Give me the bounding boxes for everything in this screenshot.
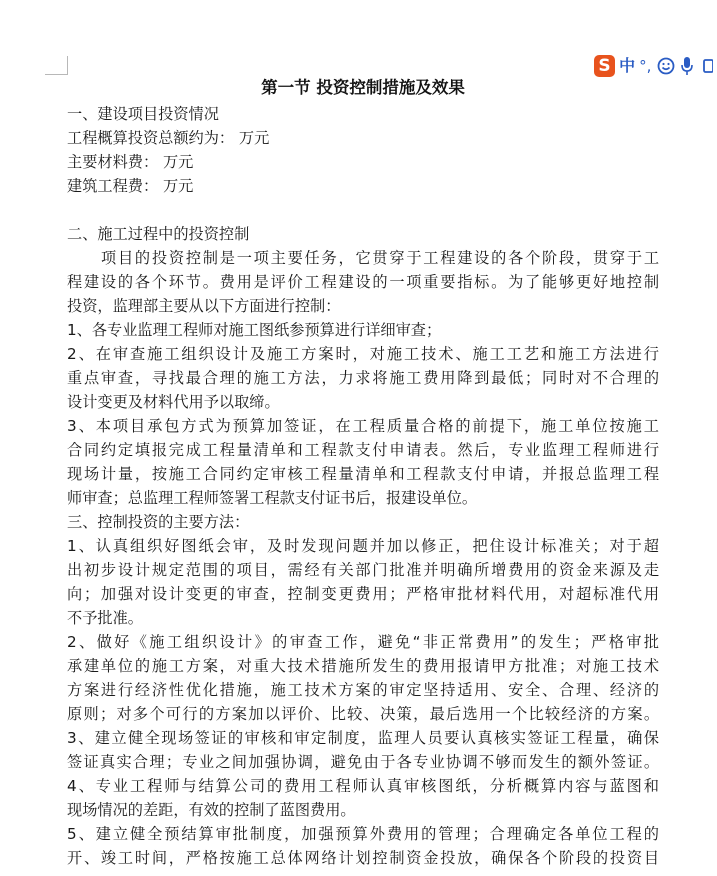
smiley-icon[interactable] <box>657 55 675 77</box>
text-line: 主要材料费： 万元 <box>67 153 194 171</box>
text-line: 2、在审查施工组织设计及施工方案时，对施工技术、施工工艺和施工方法进行 <box>67 345 659 363</box>
text-line: 程建设的各个环节。费用是评价工程建设的一项重要指标。为了能够更好地控制 <box>67 273 659 291</box>
sogou-logo-icon[interactable]: S <box>594 55 615 77</box>
text-line: 设计变更及材料代用予以取缔。 <box>67 393 280 411</box>
text-line: 不予批准。 <box>67 609 143 627</box>
text-line: 原则；对多个可行的方案加以评价、比较、决策，最后选用一个比较经济的方案。 <box>67 705 659 723</box>
text-line: 投资，监理部主要从以下方面进行控制： <box>67 297 341 315</box>
text-line: 现场情况的差距，有效的控制了蓝图费用。 <box>67 801 356 819</box>
heading-1: 一、建设项目投资情况 <box>67 105 219 123</box>
page-corner-mark <box>45 56 68 75</box>
ime-language-mode[interactable]: 中 <box>619 56 636 75</box>
text-line: 建筑工程费： 万元 <box>67 177 194 195</box>
text-line: 3、建立健全现场签证的审核和审定制度，监理人员要认真核实签证工程量，确保 <box>67 729 659 747</box>
text-line: 3、本项目承包方式为预算加签证，在工程质量合格的前提下，施工单位按施工 <box>67 417 659 435</box>
text-line: 项目的投资控制是一项主要任务，它贯穿于工程建设的各个阶段，贯穿于工 <box>101 249 659 267</box>
heading-3: 三、控制投资的主要方法： <box>67 513 250 531</box>
text-line: 1、认真组织好图纸会审，及时发现问题并加以修正，把住设计标准关；对于超 <box>67 537 659 555</box>
text-line: 开、竣工时间，严格按施工总体网络计划控制资金投放，确保各个阶段的投资目 <box>67 849 659 867</box>
keyboard-icon[interactable] <box>700 55 717 77</box>
text-line: 重点审查，寻找最合理的施工方法，力求将施工费用降到最低；同时对不合理的 <box>67 369 659 387</box>
text-line: 2、做好《施工组织设计》的审查工作，避免“非正常费用”的发生；严格审批 <box>67 633 659 651</box>
text-line: 现场计量，按施工合同约定审核工程量清单和工程款支付申请，并报总监理工程 <box>67 465 659 483</box>
text-line: 1、各专业监理工程师对施工图纸参预算进行详细审查； <box>67 321 442 339</box>
text-line: 签证真实合理；专业之间加强协调，避免由于各专业协调不够而发生的额外签证。 <box>67 753 659 771</box>
microphone-icon[interactable] <box>679 55 696 77</box>
text-line: 向；加强对设计变更的审查，控制变更费用；严格审批材料代用，对超标准代用 <box>67 585 659 603</box>
heading-2: 二、施工过程中的投资控制 <box>67 225 250 243</box>
text-line: 师审查；总监理工程师签署工程款支付证书后，报建设单位。 <box>67 489 478 507</box>
text-line: 合同约定填报完成工程量清单和工程款支付申请表。然后，专业监理工程师进行 <box>67 441 659 459</box>
text-line: 出初步设计规定范围的项目，需经有关部门批准并明确所增费用的资金来源及走 <box>67 561 659 579</box>
text-line: 5、建立健全预结算审批制度，加强预算外费用的管理；合理确定各单位工程的 <box>67 825 659 843</box>
ime-punctuation-mode[interactable]: °, <box>639 57 652 75</box>
text-line: 方案进行经济性优化措施，施工技术方案的审定坚持适用、安全、合理、经济的 <box>67 681 659 699</box>
section-title: 第一节 投资控制措施及效果 <box>261 78 465 97</box>
text-line: 承建单位的施工方案，对重大技术措施所发生的费用报请甲方批准；对施工技术 <box>67 657 659 675</box>
text-line: 工程概算投资总额约为： 万元 <box>67 129 270 147</box>
text-line: 4、专业工程师与结算公司的费用工程师认真审核图纸，分析概算内容与蓝图和 <box>67 777 659 795</box>
